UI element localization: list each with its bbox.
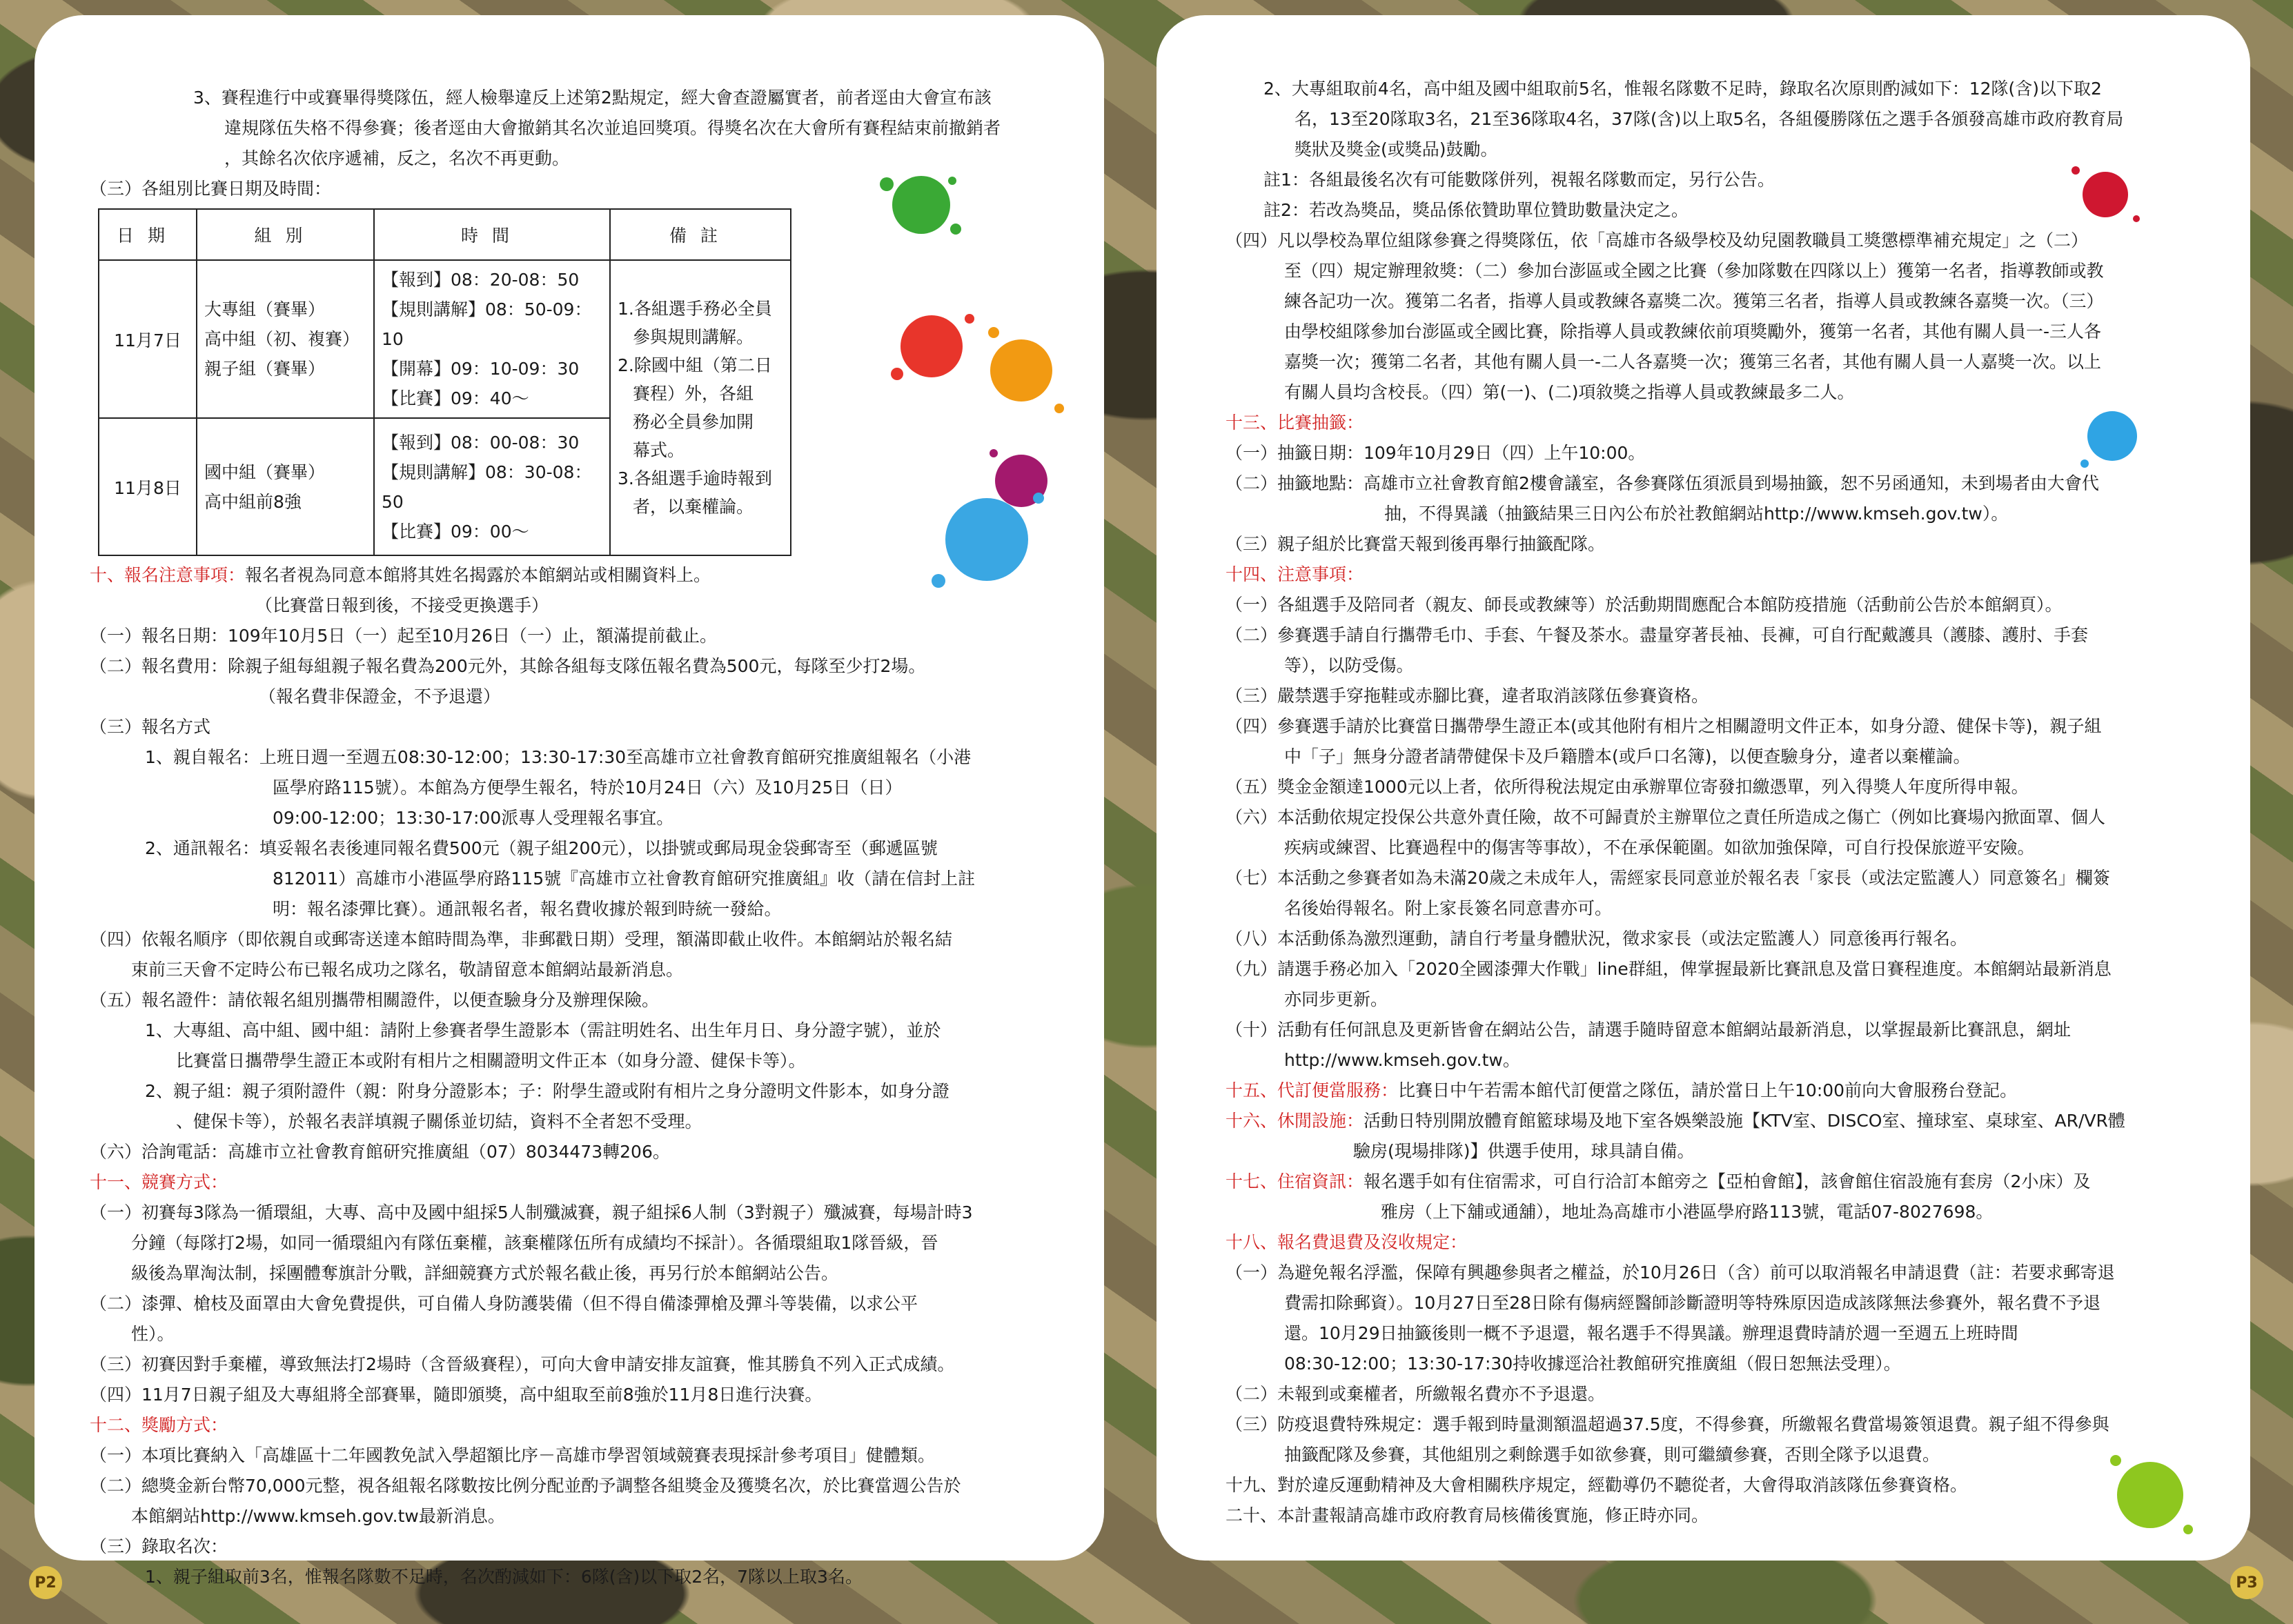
text-line: 獎狀及獎金(或獎品)鼓勵。 (1295, 139, 1498, 159)
text-line: 名，13至20隊取3名，21至36隊取4名，37隊(含)以上取5名，各組優勝隊伍之選手各頒發高雄市政府教育局 (1295, 109, 2124, 129)
text-line: 2、親子組：親子須附證件（親：附身分證影本；子：附學生證或附有相片之身分證明文件影本，如身分證 (145, 1081, 949, 1101)
section-16-title: 十六、休閒設施： (1226, 1111, 1364, 1131)
section-10-title: 十、報名注意事項： (90, 565, 246, 585)
row2-times (374, 418, 610, 555)
text-line: 亦同步更新。 (1284, 989, 1388, 1009)
notes-cell (610, 260, 791, 555)
text-line: 練各記功一次。獲第二名者，指導人員或教練各嘉獎二次。獲第三名者，指導人員或教練各嘉獎一次。（三） (1284, 291, 2104, 311)
orange-splash-icon (973, 319, 1070, 422)
text-line: 抽籤配隊及參賽，其他組別之剩餘選手如欲參賽，則可繼續參賽，否則全隊予以退費。 (1284, 1445, 1940, 1465)
section-17-text: 報名選手如有住宿需求，可自行洽訂本館旁之【亞柏會館】，該會館住宿設施有套房（2小床）及 (1364, 1171, 2091, 1191)
text-line: 08:30-12:00；13:30-17:30持收據逕洽社教館研究推廣組（假日恕無法受理）。 (1284, 1354, 1901, 1374)
red-splash-icon (883, 298, 980, 395)
row2-group: 國中組（賽畢） (204, 462, 326, 482)
page-number-badge: P3 (2230, 1566, 2263, 1599)
note-line: 務必全員參加開 (633, 412, 754, 432)
text-line: 由學校組隊參加台澎區或全國比賽，除指導人員或教練依前項獎勵外，獲第一名者，其他有關人員一-三人各 (1284, 321, 2102, 341)
text-line: （一）各組選手及陪同者（親友、師長或教練等）於活動期間應配合本館防疫措施（活動前公告於本館網頁）。 (1226, 595, 2063, 615)
note-line: 2.除國中組（第二日 (618, 355, 772, 375)
text-line: 至（四）規定辦理敘獎：（二）參加台澎區或全國之比賽（參加隊數在四隊以上）獲第一名者，指導教師或教 (1284, 261, 2104, 281)
note-line: 3.各組選手逾時報到 (618, 468, 772, 488)
text-line: 812011）高雄市小港區學府路115號『高雄市立社會教育館研究推廣組』收（請在信封上註 (273, 869, 976, 889)
section-14-title: 十四、注意事項： (1226, 564, 1364, 584)
text-line: （三）初賽因對手棄權，導致無法打2場時（含晉級賽程），可向大會申請安排友誼賽，惟其勝負不列入正式成績。 (90, 1354, 955, 1374)
text-line: 性）。 (131, 1324, 175, 1344)
section-17 (1226, 1167, 2209, 1197)
row1-group: 親子組（賽畢） (204, 359, 326, 379)
row1-time: 【報到】08：20-08：50 (382, 270, 580, 290)
col-note-header: 備註 (610, 209, 791, 260)
text-line: （四）11月7日親子組及大專組將全部賽畢，隨即頒獎，高中組取至前8強於11月8日進行決賽。 (90, 1385, 823, 1405)
row1-times (374, 260, 610, 418)
section-10 (90, 560, 1063, 591)
text-line: 費需扣除郵資）。10月27日至28日除有傷病經醫師診斷證明等特殊原因造成該隊無法參賽外，報名費不予退 (1284, 1293, 2100, 1313)
text-line: 束前三天會不定時公布已報名成功之隊名，敬請留意本館網站最新消息。 (131, 960, 684, 980)
section-10-text: 報名者視為同意本館將其姓名揭露於本館網站或相關資料上。 (245, 565, 711, 585)
note-line: 賽程）外，各組 (633, 384, 754, 404)
text-line: （三）嚴禁選手穿拖鞋或赤腳比賽，違者取消該隊伍參賽資格。 (1226, 686, 1709, 706)
text-line: 2、通訊報名：填妥報名表後連同報名費500元（親子組200元），以掛號或郵局現金袋郵寄至（郵遞區號 (145, 838, 938, 858)
text-line: 疾病或練習、比賽過程中的傷害等事故），不在承保範圍。如欲加強保障，可自行投保旅遊平安險。 (1284, 838, 2035, 858)
section-16-text: 活動日特別開放體育館籃球場及地下室各娛樂設施【KTV室、DISCO室、撞球室、桌球室、AR/VR體 (1364, 1111, 2125, 1131)
text-line: （二）漆彈、槍枝及面罩由大會免費提供，可自備人身防護裝備（但不得自備漆彈槍及彈斗等裝備，以求公平 (90, 1294, 918, 1314)
section-18-title: 十八、報名費退費及沒收規定： (1226, 1232, 1468, 1252)
text-line: （五）獎金金額達1000元以上者，依所得稅法規定由承辦單位寄發扣繳憑單，列入得獎人年度所得申報。 (1226, 777, 2029, 797)
blue-splash-icon (925, 484, 1049, 595)
row1-time: 【開幕】09：10-09：30 (382, 359, 580, 379)
row2-date: 11月8日 (99, 418, 197, 555)
text-line: （三）錄取名次： (90, 1536, 228, 1556)
text-line: 註2：若改為獎品，獎品係依贊助單位贊助數量決定之。 (1263, 200, 1689, 220)
website-link[interactable]: 本館網站http://www.kmseh.gov.tw最新消息。 (131, 1506, 505, 1526)
text-line: （十）活動有任何訊息及更新皆會在網站公告，請選手隨時留意本館網站最新消息，以掌握最新比賽訊息，網址 (1226, 1020, 2071, 1040)
text-line: （三）報名方式 (90, 717, 211, 737)
text-line: （三）親子組於比賽當天報到後再舉行抽籤配隊。 (1226, 534, 1606, 554)
green-splash-icon (873, 164, 970, 246)
row1-group: 高中組（初、複賽） (204, 329, 360, 349)
text-line: 分鐘（每隊打2場，如同一循環組內有隊伍棄權，該棄權隊伍所有成績均不採計）。各循環組取1隊晉級，晉 (131, 1233, 938, 1253)
text-line: 區學府路115號）。本館為方便學生報名，特於10月24日（六）及10月25日（日） (273, 778, 903, 798)
text-line: 1、親子組取前3名，惟報名隊數不足時，名次酌減如下：6隊(含)以下取2名，7隊以上取3名。 (145, 1567, 863, 1587)
text-line: 雅房（上下舖或通舖），地址為高雄市小港區學府路113號，電話07-8027698。 (1381, 1202, 1994, 1222)
page-number-badge: P2 (29, 1566, 62, 1599)
text-line: 1、親自報名：上班日週一至週五08:30-12:00；13:30-17:30至高雄市立社會教育館研究推廣組報名（小港 (145, 747, 972, 767)
text-line: 驗房(現場排隊)】供選手使用，球具請自備。 (1353, 1141, 1695, 1161)
row2-groups (197, 418, 374, 555)
text-line: （二）未報到或棄權者，所繳報名費亦不予退還。 (1226, 1384, 1606, 1404)
item-3-line1: 3、賽程進行中或賽畢得獎隊伍，經人檢舉違反上述第2點規定，經大會查證屬實者，前者逕由大會宣布該 (193, 88, 992, 108)
section-15-title: 十五、代訂便當服務： (1226, 1080, 1399, 1100)
text-line: （六）本活動依規定投保公共意外責任險，故不可歸責於主辦單位之責任所造成之傷亡（例如比賽場內掀面罩、個人 (1226, 807, 2106, 827)
text-line: （比賽當日報到後，不接受更換選手） (255, 595, 549, 615)
text-line: （四）凡以學校為單位組隊參賽之得獎隊伍，依「高雄市各級學校及幼兒園教職員工獎懲標準補充規定」之（二） (1226, 230, 2089, 250)
section-15 (1226, 1076, 2209, 1106)
text-line: 抽，不得異議（抽籤結果三日內公布於社教館網站http://www.kmseh.gov.tw）。 (1384, 504, 2009, 524)
col-date-header: 日期 (99, 209, 197, 260)
text-line: （八）本活動係為激烈運動，請自行考量身體狀況，徵求家長（或法定監護人）同意後再行報名。 (1226, 929, 1968, 949)
text-line: 十九、對於違反運動精神及大會相關秩序規定，經勸導仍不聽從者，大會得取消該隊伍參賽資格。 (1226, 1475, 1968, 1495)
note-line: 參與規則講解。 (633, 327, 754, 347)
row1-group: 大專組（賽畢） (204, 299, 326, 319)
schedule-heading: （三）各組別比賽日期及時間： (90, 179, 332, 199)
text-line: （二）抽籤地點：高雄市立社會教育館2樓會議室，各參賽隊伍須派員到場抽籤，恕不另函通知，未到場者由大會代 (1226, 473, 2099, 493)
row1-time: 【規則講解】08：50-09：10 (382, 299, 592, 349)
text-line: （一）報名日期：109年10月5日（一）起至10月26日（一）止，額滿提前截止。 (90, 626, 718, 646)
note-line: 1.各組選手務必全員 (618, 299, 772, 319)
text-line: （四）依報名順序（即依親自或郵寄送達本館時間為準，非郵戳日期）受理，額滿即截止收件。本館網站於報名結 (90, 929, 953, 949)
text-line: 2、大專組取前4名，高中組及國中組取前5名，惟報名隊數不足時，錄取名次原則酌減如下：12隊(含)以下取2 (1263, 79, 2102, 99)
note-line: 者，以棄權論。 (633, 497, 754, 517)
website-link[interactable]: http://www.kmseh.gov.tw。 (1284, 1050, 1520, 1070)
text-line: （一）抽籤日期：109年10月29日（四）上午10:00。 (1226, 443, 1646, 463)
blue-splash-icon (2074, 398, 2150, 474)
text-line: （二）總獎金新台幣70,000元整，視各組報名隊數按比例分配並酌予調整各組獎金及獲獎名次，於比賽當週公告於 (90, 1476, 961, 1496)
text-line: （二）參賽選手請自行攜帶毛巾、手套、午餐及茶水。盡量穿著長袖、長褲，可自行配戴護具（護膝、護肘、手套 (1226, 625, 2089, 645)
section-16 (1226, 1106, 2209, 1136)
text-line: 註1：各組最後名次有可能數隊併列，視報名隊數而定，另行公告。 (1263, 170, 1775, 190)
item-3-line2: 違規隊伍失格不得參賽；後者逕由大會撤銷其名次並追回獎項。得獎名次在大會所有賽程結束前撤銷者 (224, 118, 1001, 138)
text-line: （三）防疫退費特殊規定：選手報到時量測額溫超過37.5度，不得參賽，所繳報名費當場簽領退費。親子組不得參與 (1226, 1414, 2109, 1434)
red-splash-icon (2067, 160, 2143, 229)
text-line: （二）報名費用：除親子組每組親子報名費為200元外，其餘各組每支隊伍報名費為500元，每隊至少打2場。 (90, 656, 926, 676)
col-group-header: 組別 (197, 209, 374, 260)
text-line: （五）報名證件：請依報名組別攜帶相關證件，以便查驗身分及辦理保險。 (90, 990, 660, 1010)
text-line: 、健保卡等），於報名表詳填親子關係並切結，資料不全者恕不受理。 (176, 1111, 702, 1131)
section-11-title: 十一、競賽方式： (90, 1172, 228, 1192)
item-3-line3: ，其餘名次依序遞補，反之，名次不再更動。 (224, 148, 570, 168)
text-line: 二十、本計畫報請高雄市政府教育局核備後實施，修正時亦同。 (1226, 1505, 1709, 1525)
text-line: 明：報名漆彈比賽）。通訊報名者，報名費收據於報到時統一發給。 (273, 899, 782, 919)
section-17-title: 十七、住宿資訊： (1226, 1171, 1364, 1191)
text-line: （六）洽詢電話：高雄市立社會教育館研究推廣組（07）8034473轉206。 (90, 1142, 670, 1162)
text-line: 級後為單淘汰制，採團體奪旗計分戰，詳細競賽方式於報名截止後，再另行於本館網站公告。 (131, 1263, 839, 1283)
section-13-title: 十三、比賽抽籤： (1226, 413, 1364, 433)
row2-group: 高中組前8強 (204, 491, 302, 512)
row1-date: 11月7日 (99, 260, 197, 418)
row2-time: 【報到】08：00-08：30 (382, 432, 580, 453)
row2-time: 【規則講解】08：30-08：50 (382, 462, 592, 512)
text-line: （報名費非保證金，不予退還） (259, 686, 501, 706)
row1-time: 【比賽】09：40～ (382, 388, 529, 408)
col-time-header: 時間 (374, 209, 610, 260)
text-line: 1、大專組、高中組、國中組：請附上參賽者學生證影本（需註明姓名、出生年月日、身分證字號），並於 (145, 1020, 941, 1040)
note-line: 幕式。 (633, 440, 685, 460)
text-line: 名後始得報名。附上家長簽名同意書亦可。 (1284, 898, 1613, 918)
page-right (1157, 15, 2250, 1561)
text-line: 中「子」無身分證者請帶健保卡及戶籍謄本(或戶口名簿)，以便查驗身分，違者以棄權論。 (1284, 746, 1971, 766)
green-splash-icon (2102, 1447, 2198, 1543)
schedule-table (98, 208, 791, 556)
text-line: （七）本活動之參賽者如為未滿20歲之未成年人，需經家長同意並於報名表「家長（或法定監護人）同意簽名」欄簽 (1226, 868, 2110, 888)
section-12-title: 十二、獎勵方式： (90, 1415, 228, 1435)
text-line: 比賽當日攜帶學生證正本或附有相片之相關證明文件正本（如身分證、健保卡等）。 (176, 1051, 806, 1071)
text-line: 等），以防受傷。 (1284, 655, 1414, 675)
text-line: 09:00-12:00；13:30-17:00派專人受理報名事宜。 (273, 808, 674, 828)
text-line: 嘉獎一次；獲第二名者，其他有關人員一-二人各嘉獎一次；獲第三名者，其他有關人員一人嘉獎一次。以上 (1284, 352, 2102, 372)
row2-time: 【比賽】09：00～ (382, 521, 529, 542)
text-line: 有關人員均含校長。（四）第(一)、(二)項敘獎之指導人員或教練最多二人。 (1284, 382, 1855, 402)
text-line: （一）初賽每3隊為一循環組，大專、高中及國中組採5人制殲滅賽，親子組採6人制（3對親子）殲滅賽，每場計時3 (90, 1202, 973, 1222)
text-line: （四）參賽選手請於比賽當日攜帶學生證正本(或其他附有相片之相關證明文件正本，如身分證、健保卡等)，親子組 (1226, 716, 2102, 736)
section-15-text: 比賽日中午若需本館代訂便當之隊伍，請於當日上午10:00前向大會服務台登記。 (1398, 1080, 2018, 1100)
text-line: 還。10月29日抽籤後則一概不予退還，報名選手不得異議。辦理退費時請於週一至週五上班時間 (1284, 1323, 2018, 1343)
row1-groups (197, 260, 374, 418)
text-line: （一）為避免報名浮濫，保障有興趣參與者之權益，於10月26日（含）前可以取消報名申請退費（註：若要求郵寄退 (1226, 1262, 2115, 1283)
text-line: （一）本項比賽納入「高雄區十二年國教免試入學超額比序－高雄市學習領域競賽表現採計參考項目」健體類。 (90, 1445, 936, 1465)
text-line: （九）請選手務必加入「2020全國漆彈大作戰」line群組，俾掌握最新比賽訊息及當日賽程進度。本館網站最新消息 (1226, 959, 2112, 979)
